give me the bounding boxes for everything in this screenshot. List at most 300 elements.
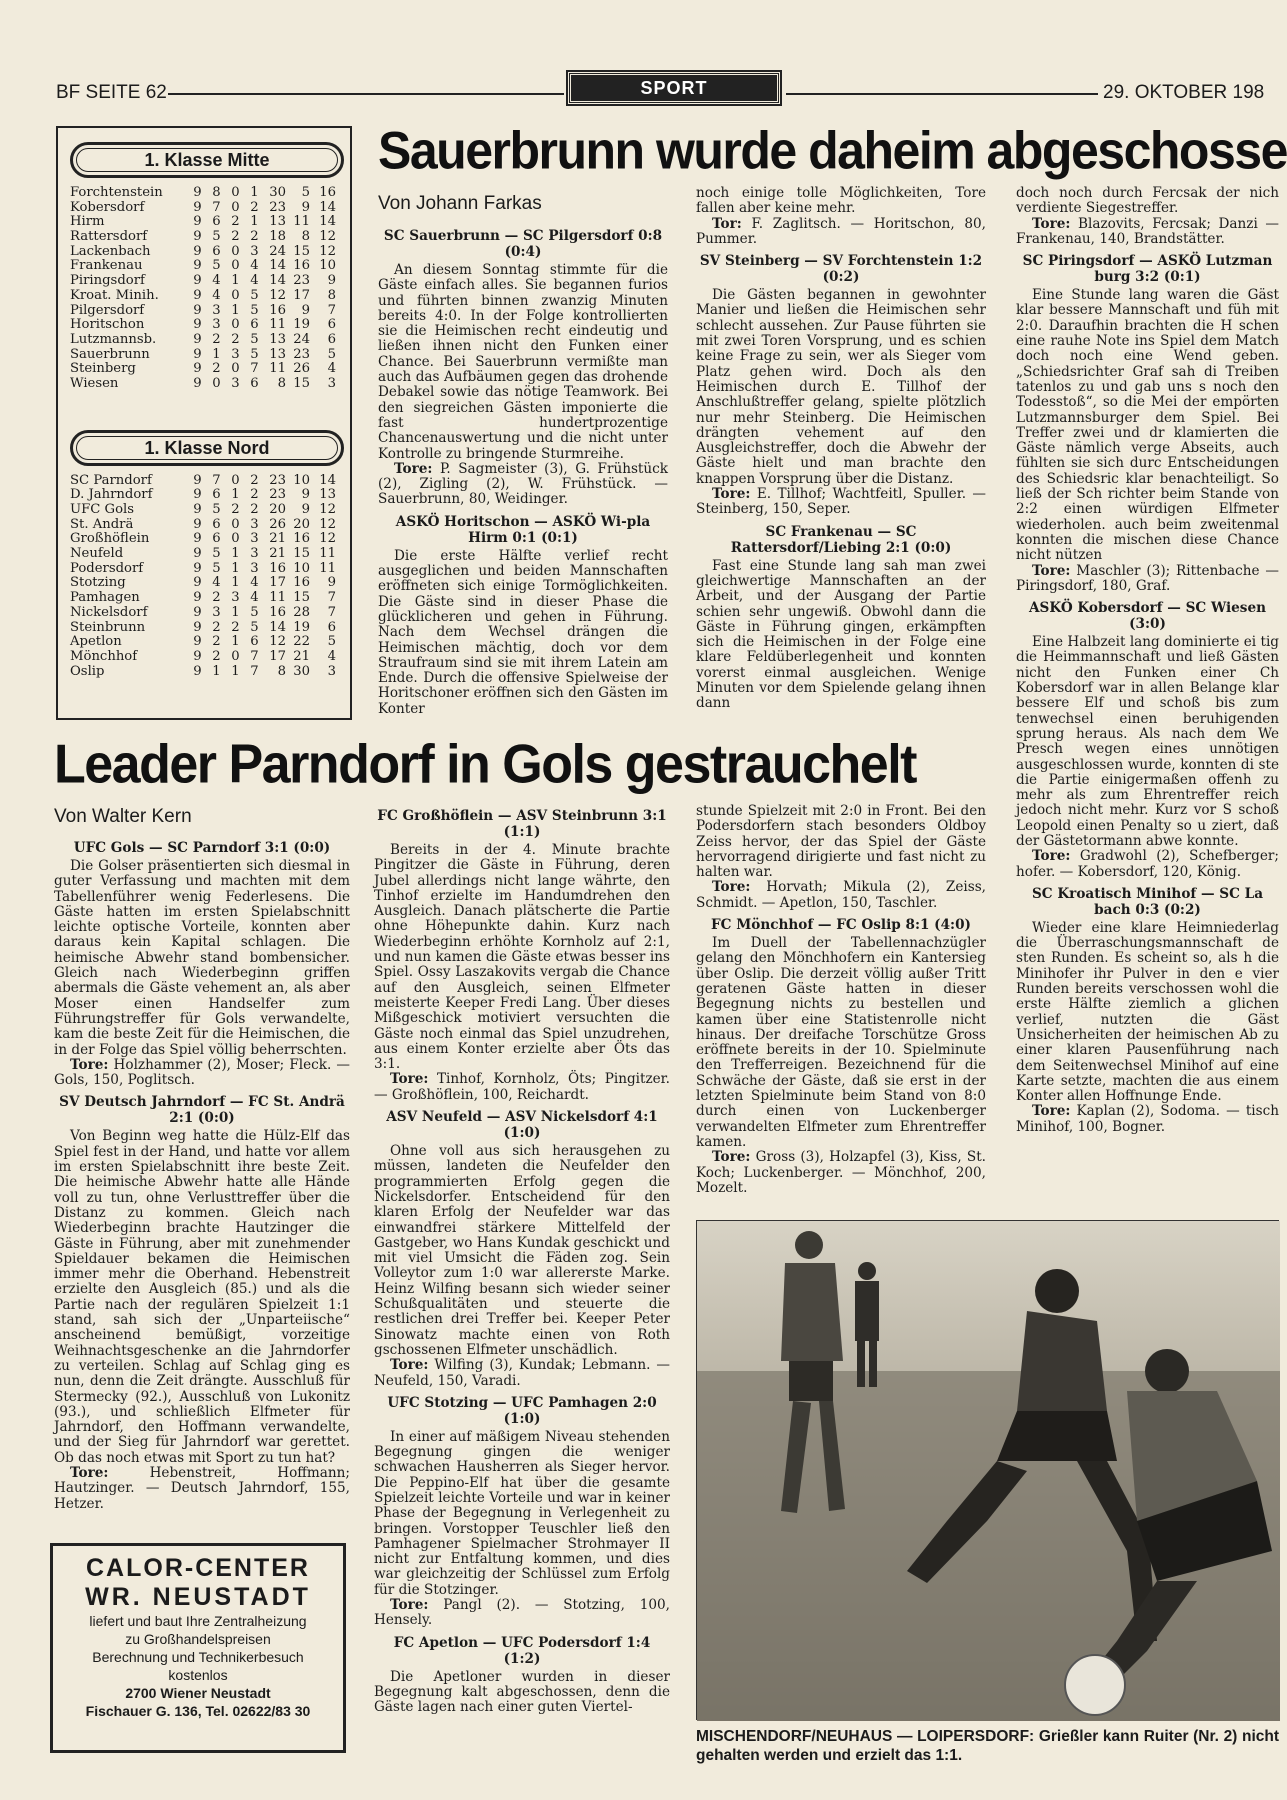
standings-cell: 4 (250, 258, 259, 274)
standings-cell: 9 (193, 663, 202, 679)
standings-row (58, 333, 350, 348)
standings-cell: 2 (250, 229, 259, 245)
ad-text: Berechnung und Technikerbesuch (92, 1649, 304, 1665)
headline-sauerbrunn: Sauerbrunn wurde daheim abgeschosse (378, 121, 1287, 180)
standings-cell: 5 (212, 560, 221, 576)
article1-column-1 (378, 222, 668, 720)
standings-cell: 6 (327, 331, 336, 347)
standings-row (58, 274, 350, 289)
standings-row (58, 245, 350, 260)
match-report: Bereits in der 4. Minute brachte Pingitzer die Gäste in Führung, deren Jubel allerdings nicht lange währte, den Tinhof erzielte im Handumdrehen den Ausgleich. Danach plätscherte die Partie ohne Höhepunkte dahin. Kurz nach Wiederbeginn erhöhte Kornholz auf 2:1, und nun kamen die Gäste etwas besser ins Spiel. Ossy Laszakovits vergab die Chance auf den Ausgleich, seinen Elfmeter meisterte Keeper Fredi Lang. Über dieses Mißgeschick motiviert versuchten die Gäste noch einmal das Spiel unzudrehen, aus einem Konter erzielte aber Öts das 3:1. (374, 842, 670, 1073)
ad-text: zu Großhandelspreisen (125, 1631, 271, 1647)
standings-row (58, 304, 350, 319)
team-name: Wiesen (70, 375, 119, 391)
standings-cell: 3 (250, 531, 259, 547)
standings-cell: 10 (293, 560, 310, 576)
standings-row (58, 532, 350, 547)
standings-cell: 4 (212, 273, 221, 289)
standings-row (58, 230, 350, 245)
match-heading: ASV Neufeld — ASV Nickelsdorf 4:1 (1:0) (386, 1109, 658, 1142)
standings-cell: 2 (231, 619, 240, 635)
standings-cell: 0 (231, 199, 240, 215)
standings-cell: 9 (301, 302, 310, 318)
goals-label: Tore: (712, 486, 751, 503)
ad-text: kostenlos (168, 1667, 228, 1683)
standings-cell: 2 (231, 229, 240, 245)
standings-cell: 23 (293, 273, 310, 289)
goals-text: F. Zaglitsch. — Horitschon, 80, Pummer. (696, 215, 986, 247)
team-name: Pilgersdorf (70, 302, 145, 318)
standings-row (58, 259, 350, 274)
standings-cell: 4 (212, 287, 221, 303)
standings-cell: 4 (250, 575, 259, 591)
standings-cell: 6 (212, 214, 221, 230)
page-header (56, 72, 1279, 112)
team-name: Lutzmannsb. (70, 331, 157, 347)
ad-subtitle: WR. NEUSTADT (85, 1583, 311, 1611)
goals-label: Tore: (1032, 848, 1071, 865)
match-heading: ASKÖ Horitschon — ASKÖ Wi-pla Hirm 0:1 (0:1) (395, 513, 651, 546)
standings-cell: 9 (193, 472, 202, 488)
standings-cell: 11 (269, 317, 286, 333)
football (1065, 1655, 1125, 1715)
standings-cell: 0 (231, 317, 240, 333)
standings-cell: 9 (193, 287, 202, 303)
standings-cell: 2 (231, 502, 240, 517)
standings-cell: 8 (277, 375, 286, 391)
standings-cell: 22 (293, 634, 310, 650)
article2-column-1 (54, 834, 350, 1534)
standings-row (58, 348, 350, 363)
standings-cell: 2 (212, 648, 221, 664)
standings-cell: 9 (193, 546, 202, 562)
match-report: Von Beginn weg hatte die Hülz-Elf das Spiel fest in der Hand, und hatte vor allem im ersten Spielabschnitt ihre beste Zeit. Die heimische Abwehr hatte alle Hände voll zu tun, ohne Verlusttreffer über die Distanz zu kommen. Gleich nach Wiederbeginn brachte Hautzinger die Gäste in Führung, aber mit zunehmender Spieldauer bekamen die Heimischen immer mehr die Oberhand. Hebenstreit erzielte den Ausgleich (85.) und als die Partie nach der regulären Spielzeit 1:1 stand, sah sich der „Unparteiische“ anscheinend bemüßigt, vorzeitige Weihnachtsgeschenke an die Jahrndorfer zu verteilen. Schlag auf Schlag ging es nun, denn die Zeit drängte. Ausschluß für Stermecky (92.), Ausschluß von Lukonitz (93.), und schließlich Elfmeter für Jahrndorf, den Hoffmann verwandelte, und der Sieg für Jahrndorf war gerettet. Ob das noch etwas mit Sport zu tun hat? (54, 1128, 350, 1466)
team-name: Horitschon (70, 317, 145, 333)
standings-cell: 30 (293, 663, 310, 679)
ad-title: CALOR-CENTER (86, 1554, 310, 1582)
article2-column-2 (374, 802, 670, 1798)
standings-cell: 1 (231, 273, 240, 289)
standings-cell: 9 (193, 560, 202, 576)
goals-label: Tore: (390, 1597, 429, 1614)
standings-cell: 6 (212, 531, 221, 547)
standings-cell: 9 (193, 619, 202, 635)
team-name: Apetlon (70, 634, 122, 650)
standings-cell: 21 (269, 531, 286, 547)
standings-cell: 13 (319, 487, 336, 503)
standings-cell: 2 (212, 590, 221, 606)
goals-label: Tore: (1032, 1103, 1071, 1120)
standings-row (58, 215, 350, 230)
goals-text: Holzhammer (2), Moser; Fleck. — Gols, 150, Poglitsch. (54, 1056, 350, 1089)
goals-label: Tore: (70, 1464, 109, 1481)
standings-cell: 3 (212, 317, 221, 333)
standings-cell: 16 (269, 560, 286, 576)
standings-cell: 2 (212, 619, 221, 635)
team-name: St. Andrä (70, 516, 134, 532)
standings-cell: 24 (269, 243, 286, 259)
team-name: UFC Gols (70, 502, 135, 517)
goals-text: Hebenstreit, Hoffmann; Hautzinger. — Deutsch Jahrndorf, 155, Hetzer. (54, 1464, 350, 1512)
goals-label: Tore: (712, 1149, 751, 1166)
standings-cell: 21 (269, 546, 286, 562)
standings-cell: 5 (212, 229, 221, 245)
standings-cell: 17 (293, 287, 310, 303)
match-report: Wieder eine klare Heimniederlag die Überraschungsmannschaft de sten Runden. Es scheint so, als h die Minihofer ihr Pulver in den e vier Runden bereits verschossen wohl die erste Hälfte ziemlich a glichen verlief, nutzten die Gäst Unsicherheiten der heimischen Ab zu einer klaren Pausenführung nach dem Seitenwechsel Minihof auf eine Karte setzte, machten die aus einem Konter allen Hoffnunge Ende. (1016, 919, 1279, 1105)
standings-cell: 7 (250, 663, 259, 679)
standings-cell: 9 (193, 317, 202, 333)
match-photo (696, 1220, 1279, 1720)
standings-cell: 20 (293, 516, 310, 532)
standings-cell: 0 (231, 361, 240, 377)
standings-cell: 6 (212, 516, 221, 532)
standings-cell: 1 (250, 214, 259, 230)
team-name: Mönchhof (70, 648, 138, 664)
article1-column-2 (696, 186, 986, 720)
football-scene-illustration (697, 1221, 1280, 1721)
standings-cell: 2 (212, 361, 221, 377)
standings-row (58, 186, 350, 201)
photo-caption: MISCHENDORF/NEUHAUS — LOIPERSDORF: Grießler kann Ruiter (Nr. 2) nicht gehalten werden und erzielt das 1:1. (696, 1728, 1279, 1764)
team-name: Pamhagen (70, 590, 140, 606)
goals-label: Tore: (390, 1357, 429, 1374)
standings-cell: 7 (212, 199, 221, 215)
standings-cell: 9 (193, 346, 202, 362)
team-name: Kroat. Minih. (70, 287, 159, 303)
standings-cell: 9 (193, 575, 202, 591)
team-name: Lackenbach (70, 243, 151, 259)
standings-box (56, 126, 352, 720)
standings-cell: 1 (212, 346, 221, 362)
standings-cell: 1 (231, 487, 240, 503)
standings-cell: 9 (193, 258, 202, 274)
standings-cell: 4 (212, 575, 221, 591)
goals-text: Blazovits, Fercsak; Danzi — Frankenau, 140, Brandstätter. (1016, 215, 1279, 247)
standings-cell: 12 (319, 502, 336, 517)
standings-cell: 15 (293, 243, 310, 259)
standings-cell: 1 (231, 560, 240, 576)
standings-row (58, 289, 350, 304)
team-name: Sauerbrunn (70, 346, 150, 362)
goals-text: Gross (3), Holzapfel (3), Kiss, St. Koch; Luckenberger. — Mönchhof, 200, Mozelt. (696, 1149, 987, 1196)
standings-cell: 16 (269, 302, 286, 318)
match-report: An diesem Sonntag stimmte für die Gäste einfach alles. Sie begannen furios und führten binnen zwanzig Minuten bereits 4:0. In der Folge kontrollierten sie die Heimischen recht eindeutig und ließen ihnen nicht den Funken einer Chance. Bei Sauerbrunn vermißte man auch das Aufbäumen gegen das drohende Debakel sowie das nötige Teamwork. Bei den siegreichen Gästen imponierte die fast hundertprozentige Chancenauswertung und die nicht unter Kontrolle zu bringende Sturmreihe. (378, 262, 668, 462)
standings-cell: 0 (231, 531, 240, 547)
goals-text: Maschler (3); Rittenbache — Piringsdorf, 180, Graf. (1016, 562, 1279, 594)
standings-row (58, 362, 350, 377)
standings-cell: 30 (269, 185, 286, 200)
header-rule-left (168, 93, 564, 95)
team-name: Großhöflein (70, 531, 150, 547)
standings-cell: 1 (231, 302, 240, 318)
standings-cell: 12 (319, 229, 336, 245)
standings-cell: 11 (319, 560, 336, 576)
advertisement-calor-center (50, 1543, 346, 1753)
standings-cell: 7 (327, 604, 336, 620)
standings-row (58, 488, 350, 503)
goals-label: Tor: (712, 215, 742, 232)
standings-cell: 0 (231, 258, 240, 274)
standings-cell: 2 (231, 331, 240, 347)
match-heading: FC Großhöflein — ASV Steinbrunn 3:1 (1:1) (377, 808, 667, 840)
standings-cell: 14 (269, 619, 286, 635)
match-report: stunde Spielzeit mit 2:0 in Front. Bei den Podersdorfern stach besonders Oldboy Zeiss hervor, der das Spiel der Gäste hervorragend dirigierte und fast nicht zu halten war. (696, 803, 986, 881)
standings-cell: 1 (231, 604, 240, 620)
standings-row (58, 547, 350, 562)
standings-cell: 9 (193, 243, 202, 259)
standings-cell: 5 (250, 302, 259, 318)
standings-row (58, 474, 350, 489)
match-report: Eine Halbzeit lang dominierte ei tig die Heimmannschaft und ließ Gästen nicht den Funken einer Ch Kobersdorf war in allen Belange klar bessere Elf und schoß bis zum tenwechsel einen beruhigenden sprung heraus. Als nach dem We Presch wegen eines unnötigen ausgeschlossen wurde, konnten di ste die Partie einigermaßen offenh zu mehr als zum Ehrentreffer reich jedoch nicht mehr. Kurz vor S schoß Leopold einen Penalty so u ziert, daß der Gästetormann abwe konnte. (1016, 634, 1279, 849)
standings-cell: 7 (212, 472, 221, 488)
standings-cell: 28 (293, 604, 310, 620)
article2-column-3 (696, 804, 986, 1210)
standings-row (58, 518, 350, 533)
team-name: SC Parndorf (70, 472, 152, 488)
team-name: Hirm (70, 214, 105, 230)
standings-cell: 7 (327, 590, 336, 606)
team-name: Rattersdorf (70, 229, 148, 245)
standings-cell: 9 (193, 531, 202, 547)
standings-cell: 3 (231, 375, 240, 391)
standings-cell: 14 (319, 199, 336, 215)
standings-cell: 9 (193, 229, 202, 245)
standings-cell: 9 (193, 604, 202, 620)
standings-cell: 8 (277, 663, 286, 679)
standings-cell: 13 (269, 346, 286, 362)
standings-cell: 16 (293, 575, 310, 591)
standings-cell: 3 (250, 243, 259, 259)
standings-cell: 0 (231, 243, 240, 259)
standings-cell: 15 (293, 590, 310, 606)
standings-cell: 0 (212, 375, 221, 391)
standings-title-mitte: 1. Klasse Mitte (70, 142, 344, 178)
page-number: BF SEITE 62 (56, 82, 167, 103)
standings-cell: 10 (319, 258, 336, 274)
match-report: Die Gästen begannen in gewohnter Manier und ließen die Heimischen sehr schlecht aussehen. Zur Pause führten sie mit zwei Toren Vorsprung, und es schien keine Frage zu sein, wer als Sieger vom Platz gehen wird. Doch als den Heimischen durch E. Tillhof der Anschlußtreffer gelang, spielte plötzlich nur mehr Steinberg. Die Heimischen drängten vehement auf den Ausgleichstreffer, doch die Abwehr der Gäste hielt und man brachte den knappen Vorsprung über die Distanz. (696, 287, 986, 487)
standings-cell: 3 (212, 302, 221, 318)
standings-row (58, 650, 350, 665)
team-name: D. Jahrndorf (70, 487, 153, 503)
match-heading: SV Deutsch Jahrndorf — FC St. Andrä 2:1 (0:0) (59, 1094, 345, 1127)
standings-cell: 19 (293, 317, 310, 333)
standings-cell: 14 (319, 214, 336, 230)
match-heading: SC Kroatisch Minihof — SC La bach 0:3 (0:2) (1031, 885, 1264, 918)
standings-cell: 5 (212, 502, 221, 517)
standings-cell: 6 (327, 317, 336, 333)
match-heading: ASKÖ Kobersdorf — SC Wiesen (3:0) (1029, 600, 1266, 633)
standings-cell: 5 (212, 258, 221, 274)
standings-row (58, 665, 350, 680)
goals-text: Pangl (2). — Stotzing, 100, Hensely. (374, 1597, 670, 1629)
team-name: Kobersdorf (70, 199, 145, 215)
standings-cell: 0 (231, 472, 240, 488)
team-name: Podersdorf (70, 560, 144, 576)
standings-cell: 4 (327, 648, 336, 664)
standings-cell: 12 (269, 287, 286, 303)
match-heading: FC Apetlon — UFC Podersdorf 1:4 (1:2) (393, 1634, 651, 1667)
ad-phone: Fischauer G. 136, Tel. 02622/83 30 (85, 1703, 311, 1719)
standings-cell: 12 (319, 531, 336, 547)
section-label: SPORT (568, 72, 780, 104)
standings-cell: 2 (250, 502, 259, 517)
match-report: Die Apetloner wurden in dieser Begegnung kalt abgeschossen, denn die Gäste lagen nach einer guten Viertel- (374, 1668, 670, 1716)
standings-cell: 4 (250, 590, 259, 606)
standings-cell: 9 (193, 331, 202, 347)
team-name: Nickelsdorf (70, 604, 148, 620)
goals-text: Gradwohl (2), Schefberger; hofer. — Kobersdorf, 120, König. (1016, 848, 1279, 880)
standings-cell: 6 (250, 317, 259, 333)
match-report: In einer auf mäßigem Niveau stehenden Begegnung gingen die weniger schwachen Hausherren als Sieger hervor. Die Peppino-Elf hat über die gesamte Spielzeit leichte Vorteile und war in keiner Phase der Begegnung in Verlegenheit zu bringen. Vorstopper Teuschler ließ den Pamhagener Spielmacher Strohmayer II nicht zur Entfaltung kommen, und dies war gleichzeitig der Schlüssel zum Erfolg für die Stotzinger. (374, 1428, 670, 1598)
standings-cell: 16 (269, 604, 286, 620)
standings-cell: 0 (231, 185, 240, 200)
standings-cell: 7 (250, 648, 259, 664)
standings-cell: 11 (319, 546, 336, 562)
standings-row (58, 503, 350, 518)
standings-cell: 16 (319, 185, 336, 200)
match-report: Ohne voll aus sich herausgehen zu müssen, landeten die Neufelder den programmierten Erfolg gegen die Nickelsdorfer. Entscheidend für den klaren Erfolg der Neufelder war das einwandfrei stärkere Mittelfeld der Gastgeber, wo Hans Kundak geschickt und mit viel Umsicht die Fäden zog. Sein Volleytor zum 1:0 war allererste Marke. Heinz Wilfing besann sich wieder seiner Schußqualitäten und steuerte die restlichen drei Treffer bei. Keeper Peter Sinowatz machte einen von Roth gschossenen Elfmeter unschädlich. (374, 1143, 670, 1358)
match-report: noch einige tolle Möglichkeiten, Tore fallen aber keine mehr. (696, 185, 986, 217)
standings-cell: 0 (231, 516, 240, 532)
standings-cell: 1 (231, 575, 240, 591)
standings-cell: 5 (250, 331, 259, 347)
standings-cell: 10 (293, 472, 310, 488)
article1-column-3 (1016, 185, 1279, 1135)
standings-cell: 3 (212, 604, 221, 620)
standings-cell: 3 (250, 546, 259, 562)
standings-cell: 9 (193, 590, 202, 606)
standings-cell: 6 (250, 634, 259, 650)
standings-cell: 2 (250, 487, 259, 503)
goals-text: Tinhof, Kornholz, Öts; Pingitzer. — Großhöflein, 100, Reichardt. (374, 1071, 670, 1103)
standings-cell: 5 (327, 346, 336, 362)
standings-table-mitte (58, 186, 350, 392)
standings-cell: 21 (293, 648, 310, 664)
match-report: doch noch durch Fercsak der nich verdiente Siegestreffer. (1016, 185, 1279, 217)
standings-cell: 14 (269, 273, 286, 289)
standings-row (58, 635, 350, 650)
team-name: Steinbrunn (70, 619, 146, 635)
standings-cell: 17 (269, 648, 286, 664)
standings-cell: 26 (293, 361, 310, 377)
standings-cell: 11 (293, 214, 310, 230)
standings-cell: 9 (327, 575, 336, 591)
standings-row (58, 201, 350, 216)
standings-cell: 14 (269, 258, 286, 274)
standings-cell: 9 (301, 487, 310, 503)
standings-row (58, 562, 350, 577)
goals-label: Tore: (712, 879, 751, 896)
standings-cell: 26 (269, 516, 286, 532)
standings-cell: 20 (269, 502, 286, 517)
team-name: Frankenau (70, 258, 143, 274)
standings-cell: 5 (250, 604, 259, 620)
standings-row (58, 606, 350, 621)
standings-cell: 9 (193, 214, 202, 230)
standings-cell: 1 (231, 663, 240, 679)
standings-cell: 8 (327, 287, 336, 303)
standings-cell: 19 (293, 619, 310, 635)
standings-cell: 9 (301, 199, 310, 215)
standings-cell: 2 (231, 214, 240, 230)
standings-cell: 4 (250, 273, 259, 289)
standings-cell: 8 (212, 185, 221, 200)
standings-cell: 5 (212, 546, 221, 562)
standings-cell: 11 (269, 361, 286, 377)
match-heading: UFC Stotzing — UFC Pamhagen 2:0 (1:0) (387, 1394, 657, 1427)
match-heading: UFC Gols — SC Parndorf 3:1 (0:0) (73, 840, 331, 856)
standings-cell: 9 (193, 199, 202, 215)
standings-row (58, 377, 350, 392)
standings-cell: 9 (193, 487, 202, 503)
standings-cell: 12 (269, 634, 286, 650)
standings-cell: 9 (193, 361, 202, 377)
byline-farkas: Von Johann Farkas (378, 193, 542, 214)
standings-cell: 7 (250, 361, 259, 377)
standings-cell: 6 (327, 619, 336, 635)
goals-text: P. Sagmeister (3), G. Frühstück (2), Zigling (2), W. Frühstück. — Sauerbrunn, 80, Weidinger. (378, 460, 668, 508)
standings-cell: 1 (212, 663, 221, 679)
standings-cell: 9 (193, 375, 202, 391)
goals-label: Tore: (390, 1071, 429, 1088)
goals-label: Tore: (1032, 215, 1071, 232)
team-name: Oslip (70, 663, 105, 679)
match-report: Die Golser präsentierten sich diesmal in guter Verfassung und machten mit dem Tabellenführer wenig Federlesens. Die Gäste hatten im ersten Spielabschnitt leichte optische Vorteile, konnten aber daraus kein Kapital schlagen. Die heimische Abwehr stand bombensicher. Gleich nach Wiederbeginn griffen abermals die Gäste vehement an, als aber Moser einen Handselfer zum Führungstreffer für Gols verwandelte, kam die beste Zeit für die Heimischen, die in der Folge das Spiel völlig beherrschten. (54, 858, 350, 1058)
standings-cell: 5 (250, 287, 259, 303)
team-name: Piringsdorf (70, 273, 145, 289)
match-heading: SC Frankenau — SC Rattersdorf/Liebing 2:1 (0:0) (730, 523, 952, 556)
goals-text: Wilfing (3), Kundak; Lebmann. — Neufeld, 150, Varadi. (374, 1357, 670, 1389)
standings-cell: 15 (293, 546, 310, 562)
headline-parndorf: Leader Parndorf in Gols gestrauchelt (54, 734, 916, 795)
standings-cell: 1 (231, 634, 240, 650)
match-heading: SV Steinberg — SV Forchtenstein 1:2 (0:2) (699, 253, 983, 286)
standings-cell: 23 (269, 472, 286, 488)
match-report: Im Duell der Tabellennachzügler gelang den Mönchhofern ein Kantersieg über Oslip. Die derzeit völlig außer Tritt geratenen Gäste hatten in dieser Begegnung nichts zu bestellen und kamen über eine Statistenrolle nicht hinaus. Der dreifache Torschütze Gross eröffnete bereits in der 10. Spielminute den Trefferreigen. Bezeichnend für die Schwäche der Gäste, daß sie erst in der letzten Spielminute beim Stand von 8:0 durch einen von Luckenberger verwandelten Elfmeter zum Ehrentreffer kamen. (696, 935, 986, 1150)
standings-cell: 3 (327, 375, 336, 391)
standings-cell: 18 (269, 229, 286, 245)
goals-label: Tore: (1032, 562, 1071, 579)
standings-title-nord: 1. Klasse Nord (70, 430, 344, 466)
standings-row (58, 576, 350, 591)
standings-cell: 11 (269, 590, 286, 606)
standings-cell: 24 (293, 331, 310, 347)
standings-row (58, 621, 350, 636)
standings-cell: 9 (193, 185, 202, 200)
team-name: Forchtenstein (70, 185, 163, 200)
standings-cell: 8 (301, 229, 310, 245)
standings-cell: 9 (193, 302, 202, 318)
match-heading: FC Mönchhof — FC Oslip 8:1 (4:0) (711, 917, 971, 934)
standings-cell: 23 (293, 346, 310, 362)
standings-cell: 9 (193, 502, 202, 517)
standings-cell: 0 (231, 287, 240, 303)
standings-cell: 1 (231, 546, 240, 562)
standings-cell: 9 (193, 273, 202, 289)
standings-cell: 9 (327, 273, 336, 289)
standings-cell: 5 (327, 634, 336, 650)
standings-cell: 17 (269, 575, 286, 591)
goals-label: Tore: (394, 460, 433, 477)
standings-cell: 3 (250, 516, 259, 532)
standings-cell: 5 (250, 619, 259, 635)
standings-cell: 4 (327, 361, 336, 377)
standings-cell: 6 (212, 243, 221, 259)
match-report: Fast eine Stunde lang sah man zwei gleichwertige Mannschaften an der Arbeit, und der Ausgang der Partie schien sehr ungewiß. Obwohl dann die Gäste in Führung gingen, erkämpften sich die Heimischen in der Folge eine klare Feldüberlegenheit und konnten vorerst einmal ausgleichen. Wenige Minuten vor dem Spielende gelang ihnen dann (696, 557, 986, 712)
byline-kern: Von Walter Kern (54, 806, 192, 827)
standings-cell: 5 (250, 346, 259, 362)
goals-text: E. Tillhof; Wachtfeitl, Spuller. — Steinberg, 150, Seper. (696, 486, 986, 518)
